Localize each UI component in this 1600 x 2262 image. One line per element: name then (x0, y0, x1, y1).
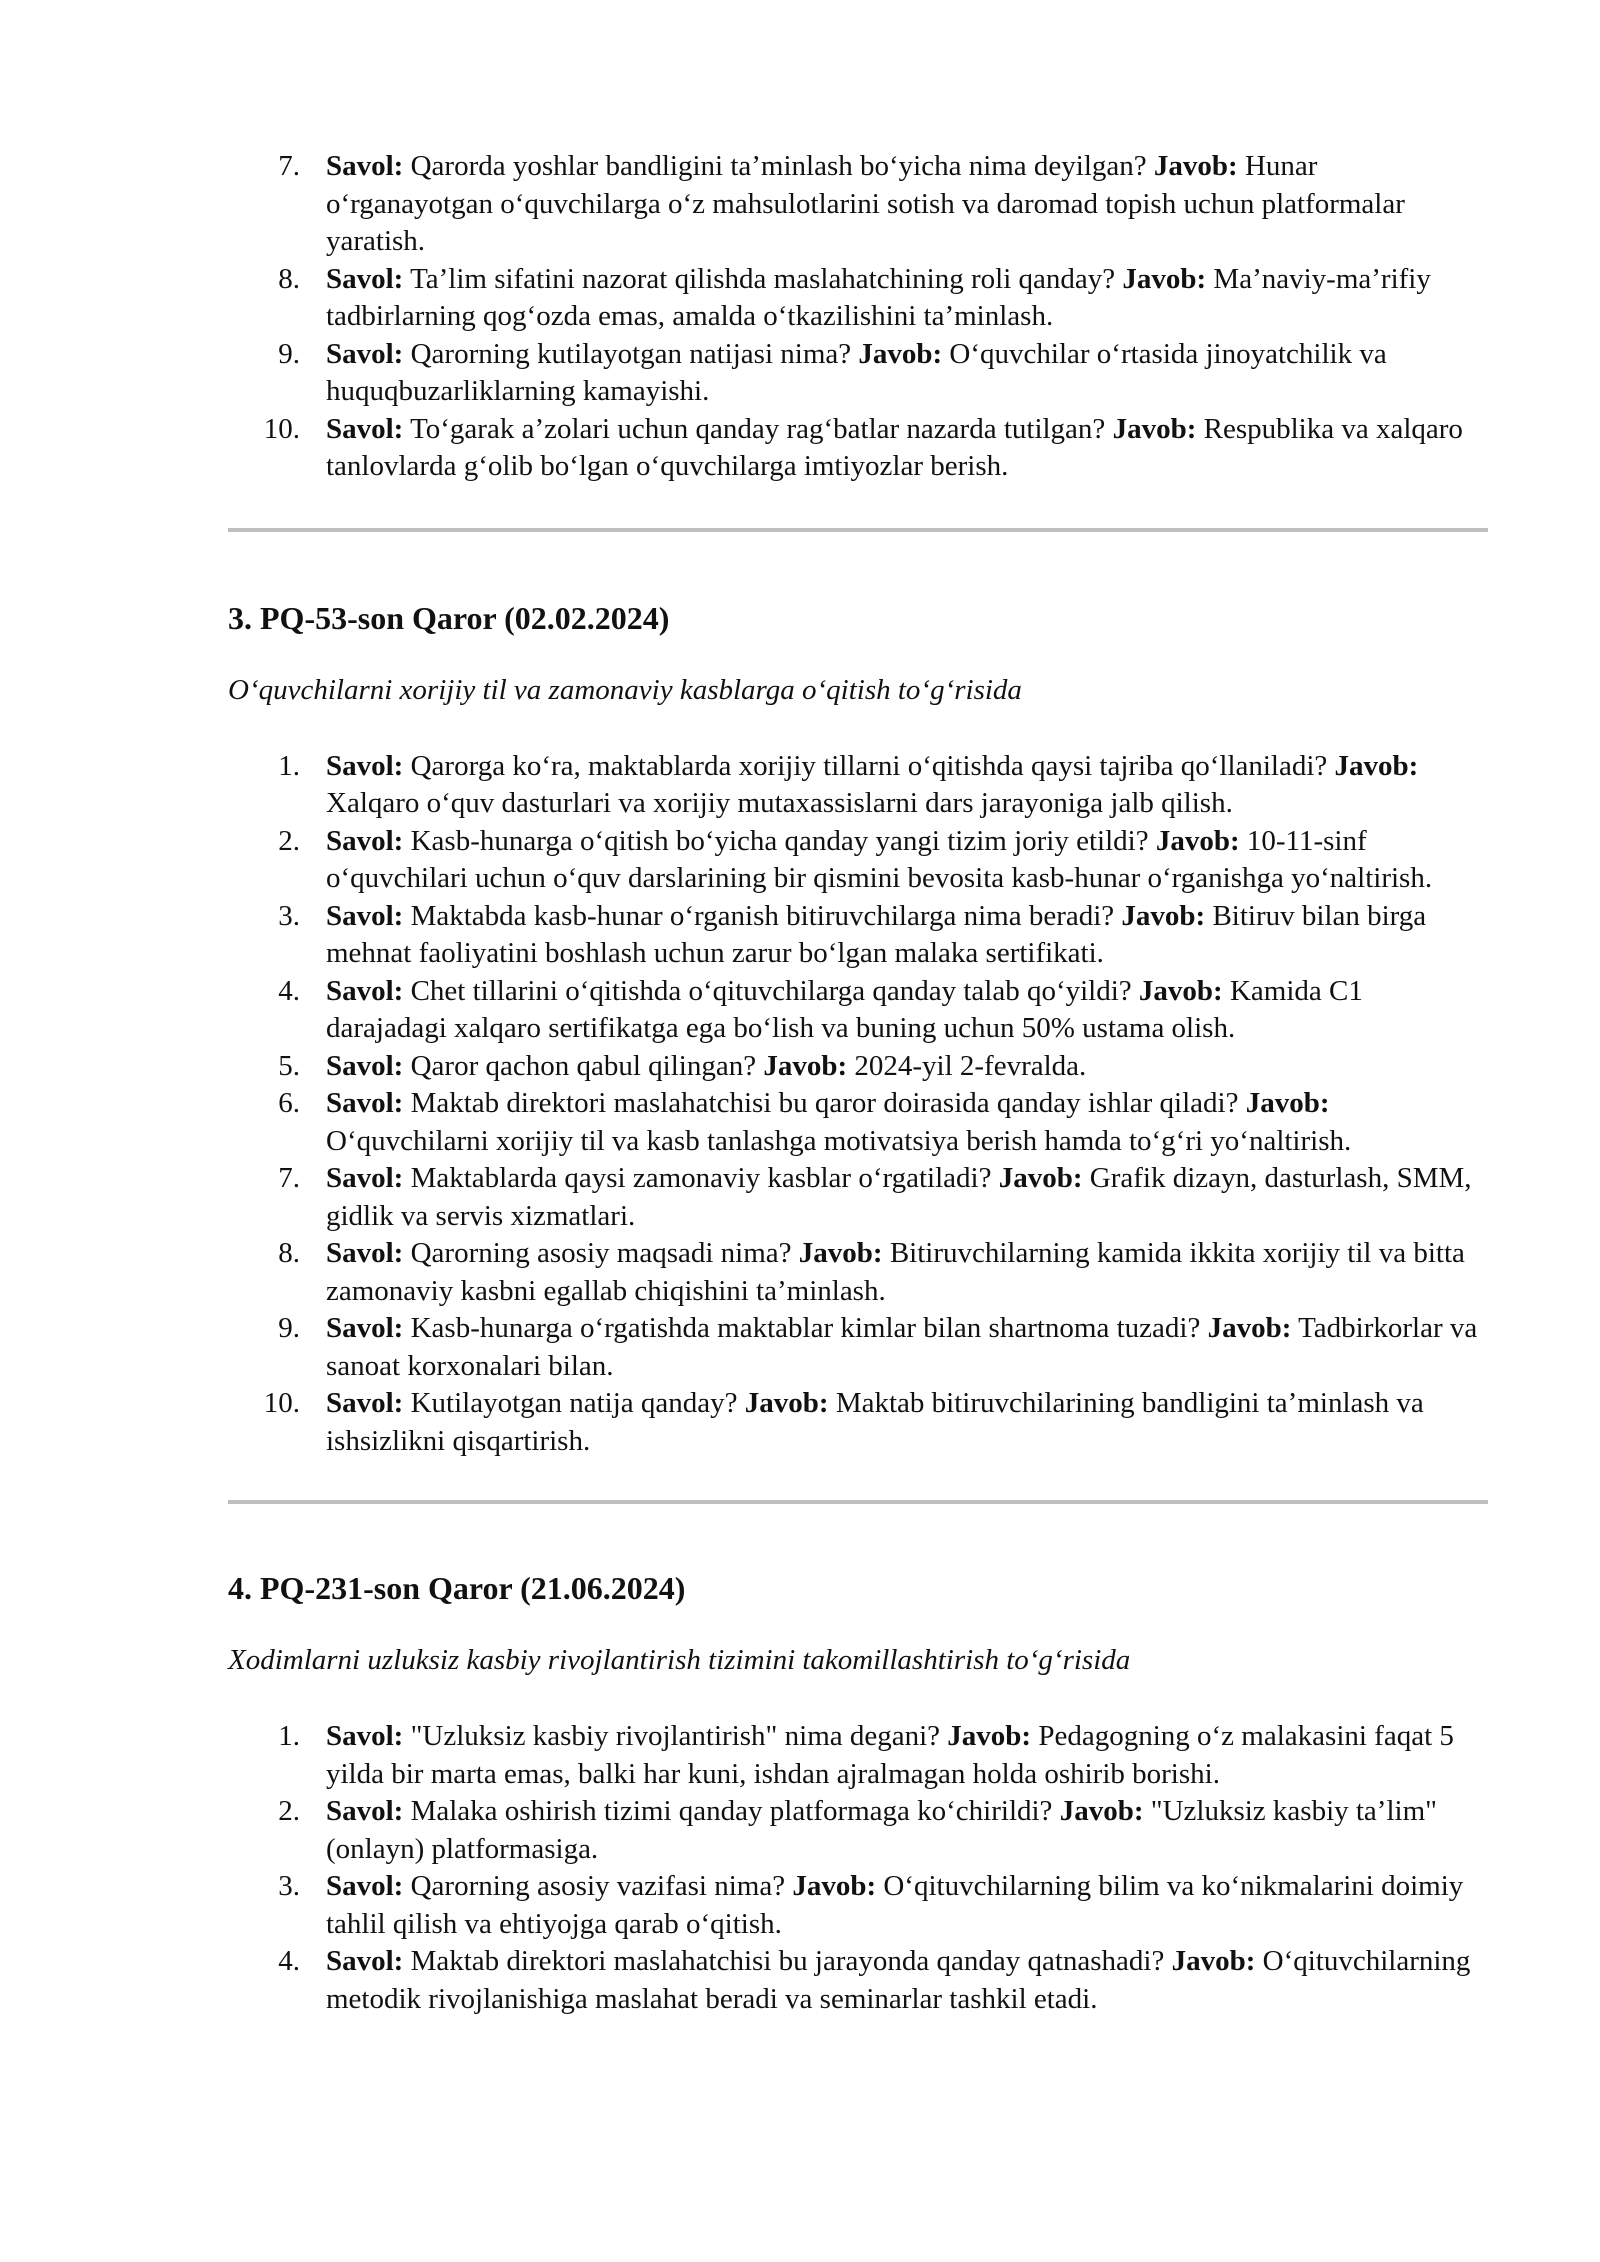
question-text: Qarorning kutilayotgan natijasi nima? (410, 337, 852, 370)
question-text: Qaror qachon qabul qilingan? (410, 1049, 757, 1082)
answer-label: Javob: (744, 1387, 829, 1419)
question-label: Savol: (326, 1237, 404, 1269)
answer-label: Javob: (1207, 1312, 1292, 1344)
list-item (228, 336, 1488, 411)
answer-text: Bitiruvchilarning kamida ikkita xorijiy til va bitta zamonaviy kasbni egallab chiqishini ta’minlash. (326, 1237, 1465, 1307)
item-number: 8. (278, 1237, 300, 1269)
answer-text: Ma’naviy-ma’rifiy tadbirlarning qog‘ozda emas, amalda o‘tkazilishini ta’minlash. (326, 262, 1431, 332)
question-label: Savol: (326, 1795, 404, 1827)
qa-list-section-3 (228, 748, 1488, 1461)
item-number: 5. (278, 1049, 300, 1082)
question-label: Savol: (326, 1162, 404, 1194)
section-heading: 3. PQ-53-son Qaror (02.02.2024) (228, 599, 670, 636)
question-label: Savol: (326, 1087, 404, 1119)
question-label: Savol: (326, 1870, 404, 1902)
item-number: 9. (278, 1312, 300, 1344)
answer-text: Grafik dizayn, dasturlash, SMM, gidlik va servis xizmatlari. (326, 1162, 1472, 1232)
answer-label: Javob: (947, 1720, 1032, 1752)
answer-text: Tadbirkorlar va sanoat korxonalari bilan. (326, 1312, 1478, 1382)
answer-text: Respublika va xalqaro tanlovlarda g‘olib bo‘lgan o‘quvchilarga imtiyozlar berish. (326, 412, 1463, 482)
answer-text: O‘quvchilar o‘rtasida jinoyatchilik va huquqbuzarliklarning kamayishi. (326, 337, 1387, 407)
list-item (228, 148, 1488, 261)
list-item (228, 411, 1488, 486)
item-number: 4. (278, 974, 300, 1007)
question-label: Savol: (326, 1049, 404, 1082)
question-label: Savol: (326, 974, 404, 1007)
answer-text: 10-11-sinf o‘quvchilari uchun o‘quv darslarining bir qismini bevosita kasb-hunar o‘rganishga yo‘naltirish. (326, 824, 1433, 894)
answer-label: Javob: (998, 1162, 1083, 1194)
item-number: 10. (263, 412, 300, 445)
section-heading: 4. PQ-231-son Qaror (21.06.2024) (228, 1570, 686, 1606)
list-item (228, 1310, 1488, 1385)
list-item (228, 1160, 1488, 1235)
answer-label: Javob: (1121, 899, 1206, 932)
list-item (228, 1793, 1488, 1868)
question-text: Maktab direktori maslahatchisi bu qaror doirasida qanday ishlar qiladi? (410, 1087, 1239, 1119)
question-text: Chet tillarini o‘qitishda o‘qituvchilarga qanday talab qo‘yildi? (410, 974, 1132, 1007)
section-divider (228, 528, 1488, 532)
question-label: Savol: (326, 1312, 404, 1344)
question-text: Kutilayotgan natija qanday? (410, 1387, 738, 1419)
section-divider (228, 1500, 1488, 1504)
list-item (228, 261, 1488, 336)
list-item (228, 748, 1488, 823)
qa-list-section-2 (228, 148, 1488, 486)
question-text: Qarorga ko‘ra, maktablarda xorijiy tillarni o‘qitishda qaysi tajriba qo‘llaniladi? (410, 749, 1328, 782)
question-text: Qarorning asosiy maqsadi nima? (410, 1237, 792, 1269)
list-item (228, 898, 1488, 973)
question-text: Qarorda yoshlar bandligini ta’minlash bo‘yicha nima deyilgan? (410, 150, 1147, 182)
question-text: Kasb-hunarga o‘rgatishda maktablar kimlar bilan shartnoma tuzadi? (410, 1312, 1201, 1344)
answer-label: Javob: (763, 1049, 848, 1082)
question-text: Maktab direktori maslahatchisi bu jarayonda qanday qatnashadi? (410, 1945, 1165, 1977)
question-text: Maktabda kasb-hunar o‘rganish bitiruvchilarga nima beradi? (410, 899, 1115, 932)
answer-text: Hunar o‘rganayotgan o‘quvchilarga o‘z mahsulotlarini sotish va daromad topish uchun platformalar yaratish. (326, 150, 1405, 257)
answer-text: O‘qituvchilarning bilim va ko‘nikmalarini doimiy tahlil qilish va ehtiyojga qarab o‘qitish. (326, 1870, 1464, 1940)
list-item (228, 973, 1488, 1048)
answer-text: Maktab bitiruvchilarining bandligini ta’minlash va ishsizlikni qisqartirish. (326, 1387, 1424, 1457)
item-number: 9. (278, 337, 300, 370)
item-number: 6. (278, 1087, 300, 1119)
answer-text: O‘qituvchilarning metodik rivojlanishiga maslahat beradi va seminarlar tashkil etadi. (326, 1945, 1471, 2015)
answer-label: Javob: (1171, 1945, 1256, 1977)
item-number: 2. (278, 1795, 300, 1827)
answer-label: Javob: (1155, 824, 1240, 857)
question-label: Savol: (326, 262, 404, 295)
answer-label: Javob: (1245, 1087, 1330, 1119)
list-item (228, 1085, 1488, 1160)
answer-text: Kamida C1 darajadagi xalqaro sertifikatga ega bo‘lish va buning uchun 50% ustama olish. (326, 974, 1363, 1044)
qa-list-section-4 (228, 1718, 1488, 2018)
question-text: "Uzluksiz kasbiy rivojlantirish" nima degani? (410, 1720, 941, 1752)
question-label: Savol: (326, 150, 404, 182)
answer-label: Javob: (798, 1237, 883, 1269)
item-number: 7. (278, 150, 300, 182)
question-text: Kasb-hunarga o‘qitish bo‘yicha qanday yangi tizim joriy etildi? (410, 824, 1149, 857)
question-label: Savol: (326, 1720, 404, 1752)
item-number: 8. (278, 262, 300, 295)
answer-text: 2024-yil 2-fevralda. (854, 1049, 1087, 1082)
item-number: 2. (278, 824, 300, 857)
answer-label: Javob: (792, 1870, 877, 1902)
item-number: 3. (278, 1870, 300, 1902)
answer-label: Javob: (1138, 974, 1223, 1007)
item-number: 1. (278, 749, 300, 782)
item-number: 4. (278, 1945, 300, 1977)
answer-text: Xalqaro o‘quv dasturlari va xorijiy mutaxassislarni dars jarayoniga jalb qilish. (326, 787, 1233, 819)
answer-label: Javob: (1122, 262, 1207, 295)
list-item (228, 1385, 1488, 1460)
item-number: 7. (278, 1162, 300, 1194)
question-text: To‘garak a’zolari uchun qanday rag‘batlar nazarda tutilgan? (410, 412, 1106, 445)
list-item (228, 1718, 1488, 1793)
answer-text: "Uzluksiz kasbiy ta’lim" (onlayn) platformasiga. (326, 1795, 1437, 1865)
list-item (228, 1048, 1488, 1086)
list-item (228, 823, 1488, 898)
question-text: Qarorning asosiy vazifasi nima? (410, 1870, 786, 1902)
question-text: Ta’lim sifatini nazorat qilishda maslahatchining roli qanday? (410, 262, 1116, 295)
answer-label: Javob: (1153, 150, 1238, 182)
question-label: Savol: (326, 1945, 404, 1977)
question-label: Savol: (326, 412, 404, 445)
answer-label: Javob: (1059, 1795, 1144, 1827)
question-label: Savol: (326, 749, 404, 782)
answer-label: Javob: (1112, 412, 1197, 445)
item-number: 3. (278, 899, 300, 932)
question-label: Savol: (326, 337, 404, 370)
document-page (228, 148, 1488, 2018)
section-subtitle: O‘quvchilarni xorijiy til va zamonaviy kasblarga o‘qitish to‘g‘risida (228, 673, 1022, 706)
question-label: Savol: (326, 1387, 404, 1419)
answer-text: Pedagogning o‘z malakasini faqat 5 yilda bir marta emas, balki har kuni, ishdan ajralmagan holda oshirib borishi. (326, 1720, 1454, 1790)
item-number: 1. (278, 1720, 300, 1752)
item-number: 10. (263, 1387, 300, 1419)
question-label: Savol: (326, 824, 404, 857)
answer-label: Javob: (858, 337, 943, 370)
list-item (228, 1943, 1488, 2018)
answer-label: Javob: (1334, 749, 1419, 782)
list-item (228, 1235, 1488, 1310)
question-text: Maktablarda qaysi zamonaviy kasblar o‘rgatiladi? (410, 1162, 992, 1194)
section-subtitle: Xodimlarni uzluksiz kasbiy rivojlantirish tizimini takomillashtirish to‘g‘risida (228, 1644, 1131, 1676)
list-item (228, 1868, 1488, 1943)
answer-text: Bitiruv bilan birga mehnat faoliyatini boshlash uchun zarur bo‘lgan malaka sertifikati. (326, 899, 1427, 969)
question-text: Malaka oshirish tizimi qanday platformaga ko‘chirildi? (410, 1795, 1053, 1827)
question-label: Savol: (326, 899, 404, 932)
answer-text: O‘quvchilarni xorijiy til va kasb tanlashga motivatsiya berish hamda to‘g‘ri yo‘naltirish. (326, 1124, 1352, 1157)
